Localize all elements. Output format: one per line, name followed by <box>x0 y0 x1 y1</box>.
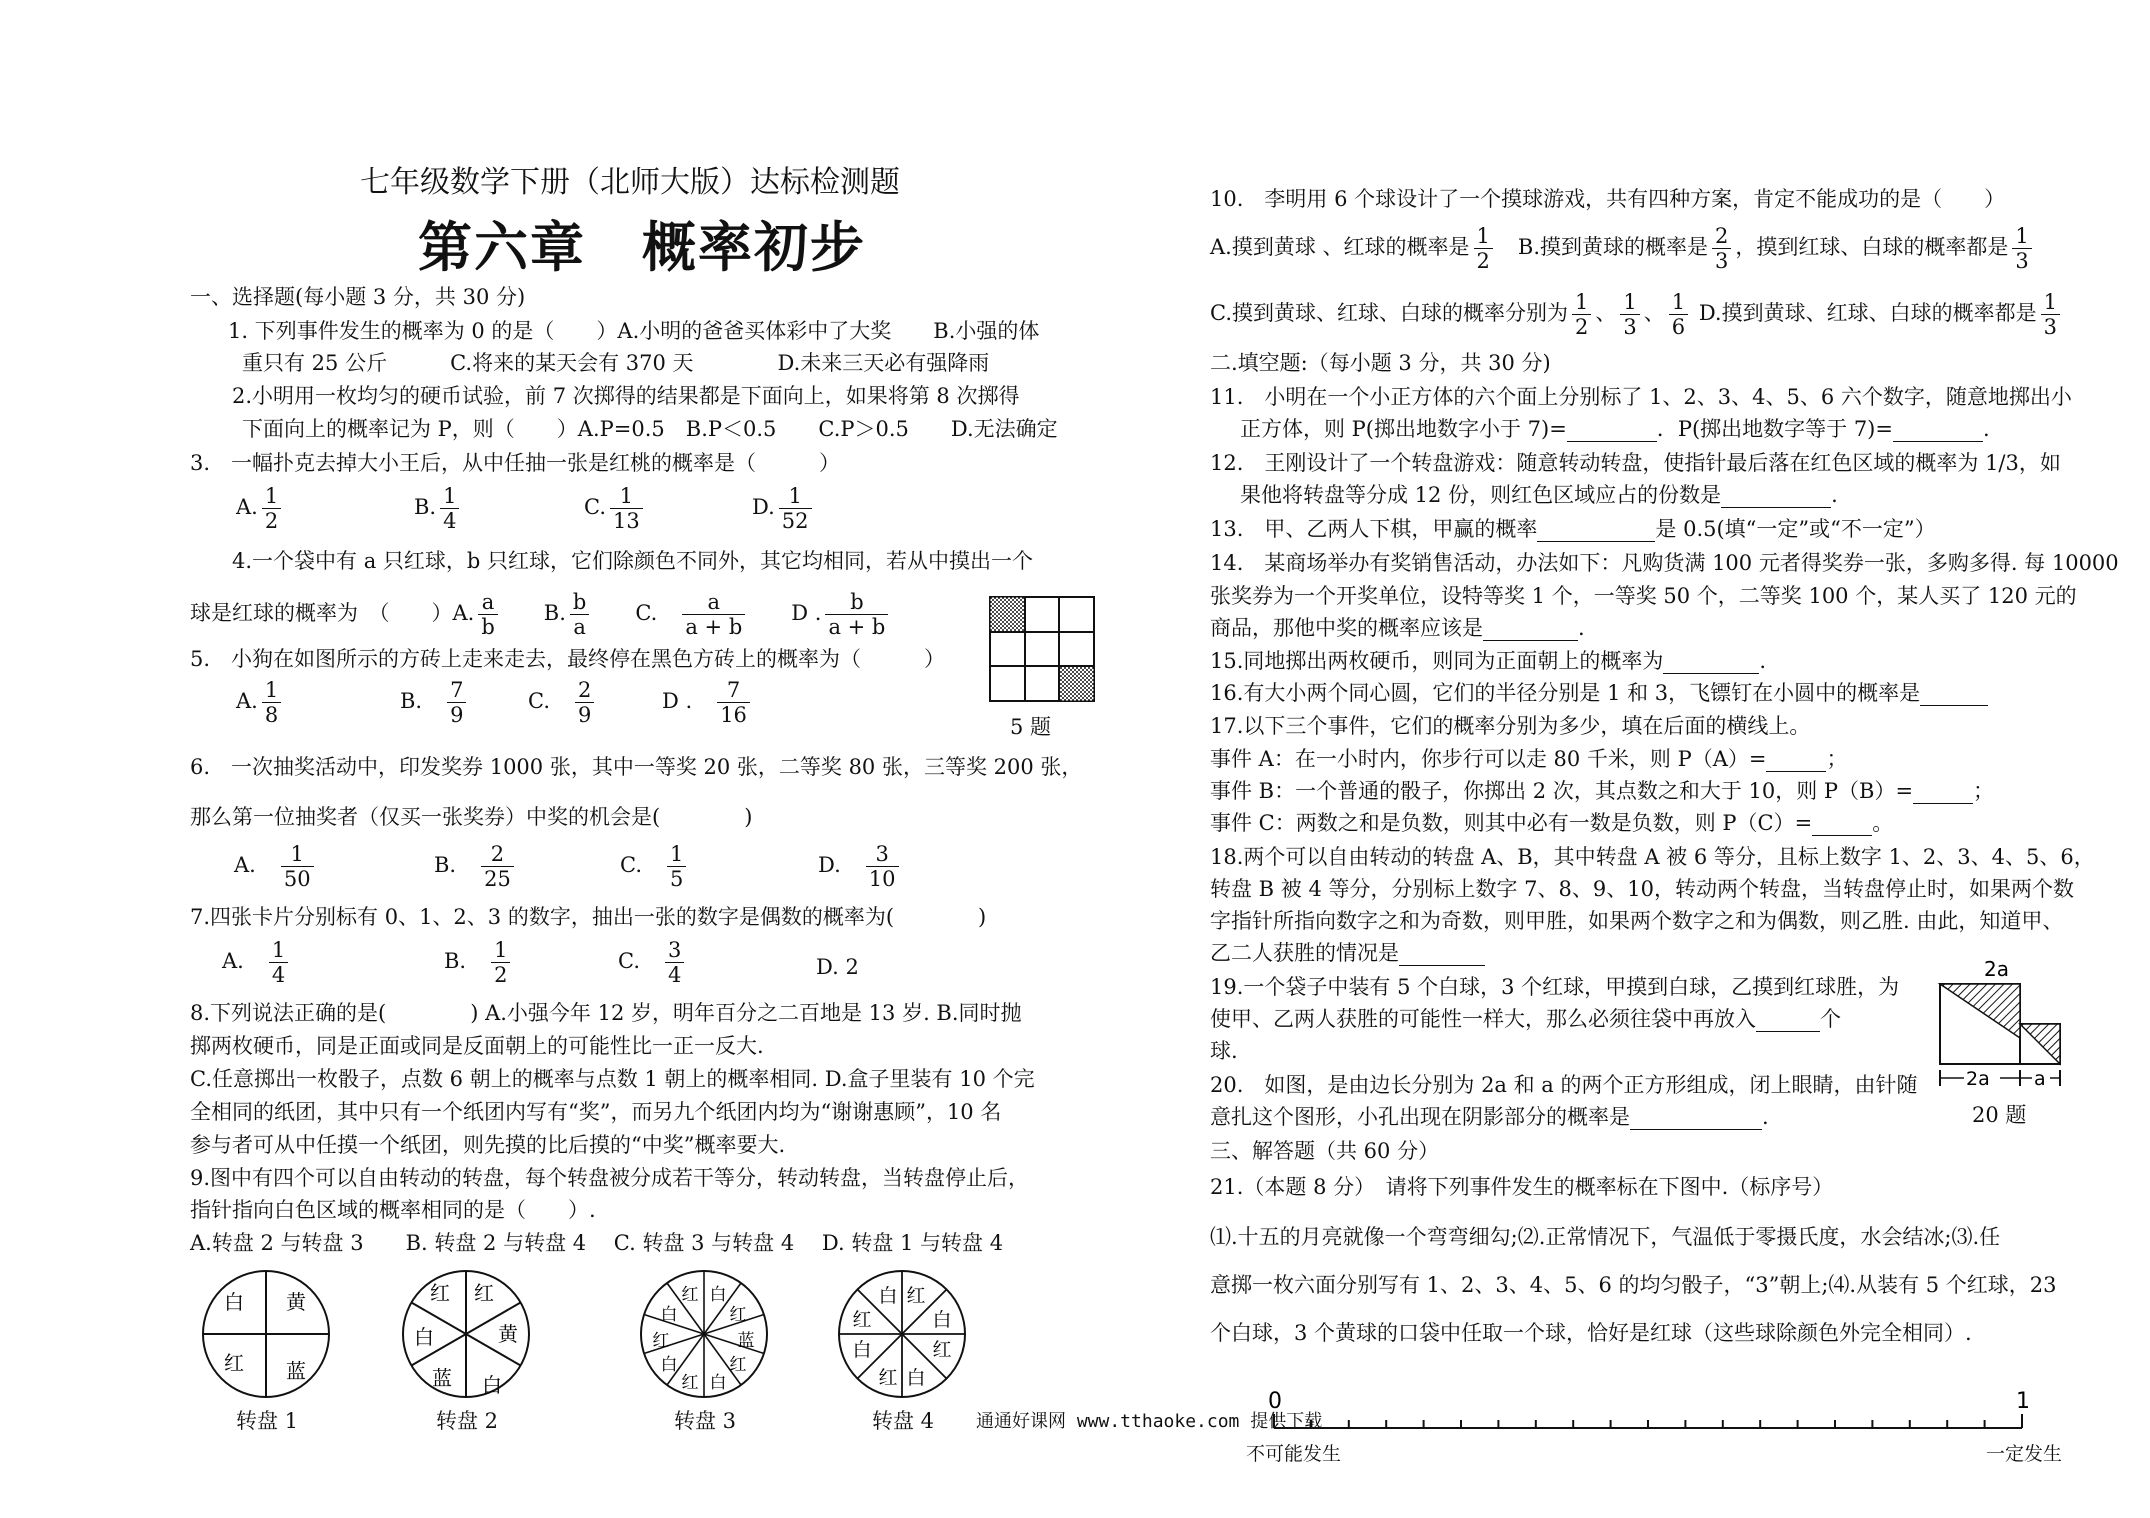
q2-line2: 下面向上的概率记为 P，则（ ）A.P=0.5 B.P＜0.5 C.P＞0.5 D.无法确定 <box>242 417 1058 441</box>
spinner-2-label: 白 <box>482 1373 502 1397</box>
spinner-4-label: 红 <box>932 1339 952 1361</box>
q17-event-b: 事件 B：一个普通的骰子，你掷出 2 次，其点数之和大于 10，则 P（B）= ； <box>1210 779 1995 803</box>
scale-label-zero: 0 <box>1268 1389 1282 1414</box>
spinner-3-label: 白 <box>660 1355 678 1375</box>
q12-blank[interactable] <box>1721 484 1831 508</box>
q2-line1: 2.小明用一枚均匀的硬币试验，前 7 次掷得的结果都是下面向上，如果将第 8 次掷得 <box>232 384 1020 408</box>
q4-line1: 4.一个袋中有 a 只红球，b 只红球，它们除颜色不同外，其它均相同，若从中摸出一个 <box>232 549 1034 573</box>
spinner-4-label: 红 <box>906 1285 926 1307</box>
q18-line2: 转盘 B 被 4 等分，分别标上数字 7、8、9、10，转动两个转盘，当转盘停止时，如果两个数 <box>1210 877 2074 901</box>
q21-line2: 意掷一枚六面分别写有 1、2、3、4、5、6 的均匀骰子，“3”朝上;⑷.从装有 5 个红球，23 <box>1210 1273 2057 1297</box>
q17-blank-a[interactable] <box>1766 748 1826 772</box>
q5-option-a: A. $\frac{1}{8}$ <box>236 678 285 727</box>
q19-line3: 球. <box>1210 1039 1238 1063</box>
q5-option-c: C. $\frac{2}{9}$ <box>528 678 598 727</box>
q8-line1: 8.下列说法正确的是( ) A.小强今年 12 岁，明年百分之二百地是 13 岁. B.同时抛 <box>190 1001 1022 1025</box>
q5-option-b: B. $\frac{7}{9}$ <box>400 678 470 727</box>
q20-label-bottom-right: a <box>2034 1068 2046 1090</box>
spinner-3-caption: 转盘 3 <box>674 1409 737 1433</box>
q11-line1: 11. 小明在一个小正方体的六个面上分别标了 1、2、3、4、5、6 六个数字，随意地掷出小 <box>1210 385 2072 409</box>
spinner-2-label: 红 <box>430 1281 450 1305</box>
q17-blank-c[interactable] <box>1812 812 1872 836</box>
q10-option-c-d: C.摸到黄球、红球、白球的概率分别为 $\frac{1}{2}$ 、 $\frac{1}{3}$ 、 $\frac{1}{6}$ D.摸到黄球、红球、白球的概率都是 $\frac{1}{3}$ <box>1210 290 2064 339</box>
probability-scale <box>1260 1384 2040 1444</box>
q17-stem: 17.以下三个事件，它们的概率分别为多少，填在后面的横线上。 <box>1210 714 1811 738</box>
q6-option-b: B. $\frac{2}{25}$ <box>434 842 518 891</box>
q10-option-a-b: A.摸到黄球 、红球的概率是 $\frac{1}{2}$ B.摸到黄球的概率是 $\frac{2}{3}$ ，摸到红球、白球的概率都是 $\frac{1}{3}$ <box>1210 224 2036 273</box>
spinner-1-caption: 转盘 1 <box>236 1409 299 1433</box>
q13: 13. 甲、乙两人下棋，甲赢的概率 是 0.5(填“一定”或“不一定”） <box>1210 517 1936 541</box>
q21-line3: 个白球，3 个黄球的口袋中任取一个球，恰好是红球（这些球除颜色外完全相同）. <box>1210 1321 1972 1345</box>
q7-option-c: C. $\frac{3}{4}$ <box>618 938 688 987</box>
q16: 16.有大小两个同心圆，它们的半径分别是 1 和 3，飞镖钉在小圆中的概率是 <box>1210 682 1988 706</box>
spinner-2-label: 红 <box>474 1281 494 1305</box>
q20-blank[interactable] <box>1630 1106 1762 1130</box>
q6-option-d: D. $\frac{3}{10}$ <box>818 842 903 891</box>
q7-option-b: B. $\frac{1}{2}$ <box>444 938 514 987</box>
spinner-2-label: 白 <box>414 1325 434 1349</box>
spinner-3-label: 白 <box>709 1285 727 1305</box>
scale-certain-label: 一定发生 <box>1986 1443 2063 1465</box>
q14-blank[interactable] <box>1483 617 1578 641</box>
q6-option-a: A. $\frac{1}{50}$ <box>234 842 318 891</box>
q12-line1: 12. 王刚设计了一个转盘游戏：随意转动转盘，使指针最后落在红色区域的概率为 1/3，如 <box>1210 451 2061 475</box>
section-heading-choice: 一、选择题(每小题 3 分，共 30 分) <box>190 285 526 309</box>
q8-line4: 全相同的纸团，其中只有一个纸团内写有“奖”，而另九个纸团内均为“谢谢惠顾”，10 名 <box>190 1100 1002 1124</box>
spinner-1-label: 红 <box>224 1351 244 1375</box>
spinner-4-label: 白 <box>932 1309 952 1331</box>
q8-line2: 掷两枚硬币，同是正面或同是反面朝上的可能性比一正一反大. <box>190 1034 764 1058</box>
q9-line2: 指针指向白色区域的概率相同的是（ ）. <box>190 1198 596 1222</box>
q21-stem: 21.（本题 8 分） 请将下列事件发生的概率标在下图中.（标序号） <box>1210 1175 1834 1199</box>
page-title: 七年级数学下册（北师大版）达标检测题 <box>360 165 900 200</box>
spinner-1-figure <box>196 1264 336 1404</box>
q18-blank[interactable] <box>1399 942 1485 966</box>
q14-line1: 14. 某商场举办有奖销售活动，办法如下：凡购货满 100 元者得奖券一张，多购多得. 每 10000 <box>1210 551 2119 575</box>
q4-line2: 球是红球的概率为 （ ）A. $\frac{a}{b}$ B. $\frac{b}{a}$ C. $\frac{a}{a + b}$ D . $\frac{b}{a + b}$ <box>190 590 892 639</box>
spinner-3-label: 白 <box>660 1305 678 1325</box>
q20-label-top: 2a <box>1984 958 2009 981</box>
q1-line1: 1. 下列事件发生的概率为 0 的是（ ）A.小明的爸爸买体彩中了大奖 B.小强的体 <box>228 319 1040 343</box>
q6-option-c: C. $\frac{1}{5}$ <box>620 842 690 891</box>
scale-impossible-label: 不可能发生 <box>1246 1443 1342 1465</box>
q19-blank[interactable] <box>1756 1008 1820 1032</box>
spinner-4-label: 红 <box>852 1309 872 1331</box>
q17-blank-b[interactable] <box>1913 780 1973 804</box>
q3-stem: 3. 一幅扑克去掉大小王后，从中任抽一张是红桃的概率是（ ） <box>190 451 841 475</box>
section-heading-fill: 二.填空题:（每小题 3 分，共 30 分) <box>1210 351 1551 375</box>
spinner-3-label: 红 <box>681 1373 699 1393</box>
spinner-3-label: 红 <box>652 1331 670 1351</box>
q8-line5: 参与者可从中任摸一个纸团，则先摸的比后摸的“中奖”概率要大. <box>190 1133 786 1157</box>
q21-line1: ⑴.十五的月亮就像一个弯弯细勾;⑵.正常情况下，气温低于零摄氏度，水会结冰;⑶.任 <box>1210 1225 2001 1249</box>
q13-blank[interactable] <box>1537 518 1655 542</box>
spinner-2-label: 黄 <box>498 1322 518 1346</box>
spinner-2-label: 蓝 <box>432 1366 452 1390</box>
q20-line2: 意扎这个图形，小孔出现在阴影部分的概率是 . <box>1210 1105 1769 1129</box>
q12-line2: 果他将转盘等分成 12 份，则红色区域应占的份数是 . <box>1240 483 1838 507</box>
q9-options: A.转盘 2 与转盘 3 B. 转盘 2 与转盘 4 C. 转盘 3 与转盘 4 D. 转盘 1 与转盘 4 <box>190 1231 1004 1255</box>
q7-option-d: D. 2 <box>816 955 859 979</box>
scale-label-one: 1 <box>2016 1389 2030 1414</box>
q19-line1: 19.一个袋子中装有 5 个白球，3 个红球，甲摸到白球，乙摸到红球胜，为 <box>1210 975 1900 999</box>
q5-tile-grid-figure <box>988 595 1098 707</box>
q6-line2: 那么第一位抽奖者（仅买一张奖券）中奖的机会是( ) <box>190 805 753 829</box>
q3-option-b: B. $\frac{1}{4}$ <box>414 484 463 533</box>
q8-line3: C.任意掷出一枚骰子，点数 6 朝上的概率与点数 1 朝上的概率相同. D.盒子里装有 10 个完 <box>190 1067 1035 1091</box>
q19-line2: 使甲、乙两人获胜的可能性一样大，那么必须往袋中再放入 个 <box>1210 1007 1841 1031</box>
q11-line2: 正方体，则 P(掷出地数字小于 7)= ．P(掷出地数字等于 7)= . <box>1240 417 1990 441</box>
q1-line2: 重只有 25 公斤 C.将来的某天会有 370 天 D.未来三天必有强降雨 <box>242 351 990 375</box>
q18-line1: 18.两个可以自由转动的转盘 A、B，其中转盘 A 被 6 等分，且标上数字 1、2、3、4、5、6， <box>1210 845 2095 869</box>
q18-line4: 乙二人获胜的情况是 <box>1210 942 1485 966</box>
spinner-3-figure <box>634 1264 774 1404</box>
q9-line1: 9.图中有四个可以自由转动的转盘，每个转盘被分成若干等分，转动转盘，当转盘停止后， <box>190 1166 1030 1190</box>
q3-option-d: D. $\frac{1}{52}$ <box>752 484 816 533</box>
spinner-3-label: 红 <box>681 1285 699 1305</box>
spinner-3-label: 白 <box>709 1373 727 1393</box>
q14-line2: 张奖券为一个开奖单位，设特等奖 1 个，一等奖 50 个，二等奖 100 个，某人买了 120 元的 <box>1210 584 2077 608</box>
q5-option-d: D . $\frac{7}{16}$ <box>662 678 754 727</box>
spinner-2-caption: 转盘 2 <box>436 1409 499 1433</box>
spinner-4-caption: 转盘 4 <box>872 1409 935 1433</box>
q20-squares-figure <box>1936 958 2068 1108</box>
spinner-3-label: 红 <box>729 1305 747 1325</box>
spinner-1-label: 蓝 <box>286 1359 306 1383</box>
chapter-title: 第六章 概率初步 <box>418 216 866 279</box>
q7-stem: 7.四张卡片分别标有 0、1、2、3 的数字，抽出一张的数字是偶数的概率为( ) <box>190 905 987 929</box>
q10-stem: 10. 李明用 6 个球设计了一个摸球游戏，共有四种方案，肯定不能成功的是（ ） <box>1210 187 2006 211</box>
spinner-2-figure <box>396 1264 536 1404</box>
spinner-3-label: 蓝 <box>737 1331 755 1351</box>
spinner-4-label: 红 <box>878 1367 898 1389</box>
q20-figure-caption: 20 题 <box>1972 1103 2027 1127</box>
q17-event-a: 事件 A：在一小时内，你步行可以走 80 千米，则 P（A）= ； <box>1210 747 1848 771</box>
q18-line3: 字指针所指向数字之和为奇数，则甲胜，如果两个数字之和为偶数，则乙胜. 由此，知道甲、 <box>1210 909 2064 933</box>
q16-blank[interactable] <box>1920 682 1988 706</box>
spinner-4-figure <box>832 1264 972 1404</box>
spinner-1-label: 黄 <box>286 1290 306 1314</box>
q15-blank[interactable] <box>1663 650 1759 674</box>
q3-option-c: C. $\frac{1}{13}$ <box>584 484 647 533</box>
q6-line1: 6. 一次抽奖活动中，印发奖券 1000 张，其中一等奖 20 张，二等奖 80 张，三等奖 200 张， <box>190 755 1083 779</box>
footer-source: 通通好课网 www.tthaoke.com 提供下载 <box>976 1411 1323 1432</box>
spinner-4-label: 白 <box>878 1285 898 1307</box>
q11-blank-1[interactable] <box>1567 418 1657 442</box>
section-heading-solve: 三、解答题（共 60 分） <box>1210 1139 1440 1163</box>
spinner-1-label: 白 <box>224 1290 244 1314</box>
spinner-4-label: 白 <box>906 1367 926 1389</box>
q20-label-bottom-left: 2a <box>1966 1068 1990 1090</box>
q14-line3: 商品，那他中奖的概率应该是 . <box>1210 616 1585 640</box>
q7-option-a: A. $\frac{1}{4}$ <box>222 938 292 987</box>
q5-figure-caption: 5 题 <box>1010 715 1052 739</box>
q5-stem: 5. 小狗在如图所示的方砖上走来走去，最终停在黑色方砖上的概率为（ ） <box>190 647 946 671</box>
spinner-4-label: 白 <box>852 1339 872 1361</box>
q3-option-a: A. $\frac{1}{2}$ <box>236 484 285 533</box>
spinner-3-label: 红 <box>729 1355 747 1375</box>
q17-event-c: 事件 C：两数之和是负数，则其中必有一数是负数，则 P（C）= 。 <box>1210 811 1894 835</box>
q20-line1: 20. 如图，是由边长分别为 2a 和 a 的两个正方形组成，闭上眼睛，由针随 <box>1210 1073 1918 1097</box>
q11-blank-2[interactable] <box>1893 418 1983 442</box>
q15: 15.同地掷出两枚硬币，则同为正面朝上的概率为 . <box>1210 649 1767 673</box>
